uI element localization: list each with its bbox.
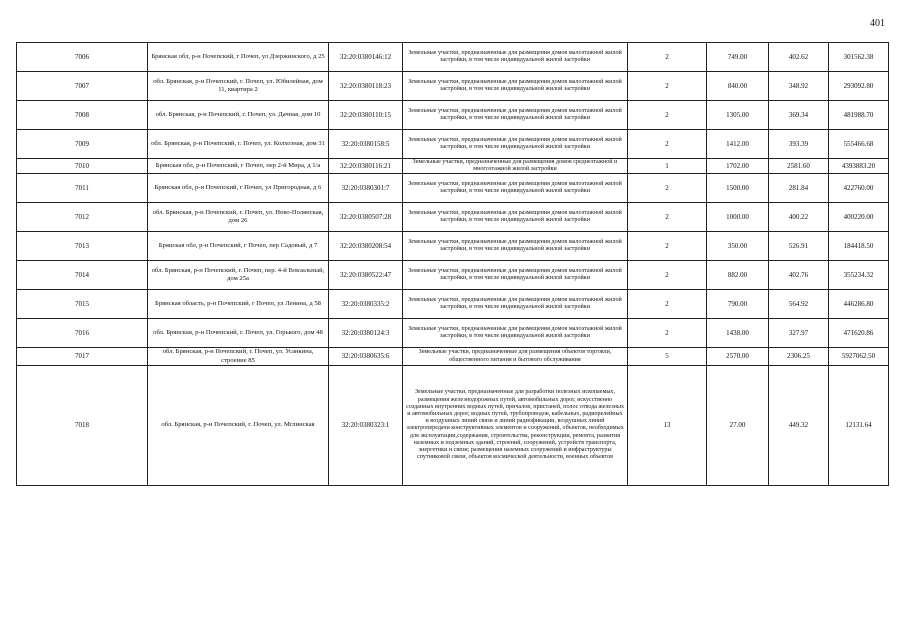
cell-cadastral-value: 301562.38 <box>829 43 889 72</box>
cell-specific-value: 348.92 <box>769 72 829 101</box>
cell-land-use-purpose: Земельные участки, предназначенные для размещения домов малоэтажной жилой застройки, в том числе индивидуальной жилой застройки <box>403 174 628 203</box>
cell-number: 7009 <box>17 130 148 159</box>
cell-land-use-purpose: Земельные участки, предназначенные для размещения домов малоэтажной жилой застройки, в том числе индивидуальной жилой застройки <box>403 101 628 130</box>
cell-specific-value: 2581.60 <box>769 159 829 174</box>
registry-table <box>16 42 889 486</box>
table-row <box>17 261 889 290</box>
table-row <box>17 348 889 365</box>
cell-group: 5 <box>628 348 707 365</box>
cell-cadastral-number: 32:20:0380635:6 <box>329 348 403 365</box>
cell-specific-value: 281.84 <box>769 174 829 203</box>
cell-group: 2 <box>628 261 707 290</box>
cell-group: 2 <box>628 232 707 261</box>
cell-land-use-purpose: Земельные участки, предназначенные для размещения домов малоэтажной жилой застройки, в том числе индивидуальной жилой застройки <box>403 43 628 72</box>
table-row <box>17 43 889 72</box>
cell-area: 2570.00 <box>707 348 769 365</box>
cell-cadastral-value: 5927062.50 <box>829 348 889 365</box>
cell-cadastral-value: 184418.50 <box>829 232 889 261</box>
cell-cadastral-value: 4393883.20 <box>829 159 889 174</box>
cell-group: 2 <box>628 203 707 232</box>
cell-land-use-purpose: Земельные участки, предназначенные для размещения домов малоэтажной жилой застройки, в том числе индивидуальной жилой застройки <box>403 319 628 348</box>
cell-address: обл. Брянская, р-н Почепский, г. Почеп, ул. Юбилейная, дом 11, квартира 2 <box>148 72 329 101</box>
cell-cadastral-number: 32:20:0380522:47 <box>329 261 403 290</box>
cell-specific-value: 393.39 <box>769 130 829 159</box>
cell-group: 13 <box>628 365 707 485</box>
cell-cadastral-number: 32:20:0380158:5 <box>329 130 403 159</box>
cell-number: 7007 <box>17 72 148 101</box>
cell-land-use-purpose: Земельные участки, предназначенные для размещения домов малоэтажной жилой застройки, в том числе индивидуальной жилой застройки <box>403 261 628 290</box>
cell-address: обл. Брянская, р-н Почепский, г. Почеп, ул. Горького, дом 48 <box>148 319 329 348</box>
cell-specific-value: 369.34 <box>769 101 829 130</box>
cell-specific-value: 402.62 <box>769 43 829 72</box>
table-row <box>17 159 889 174</box>
cell-address: обл. Брянская, р-н Почепский, г. Почеп, ул. Дачная, дом 10 <box>148 101 329 130</box>
cell-cadastral-number: 32:20:0380335:2 <box>329 290 403 319</box>
cell-cadastral-number: 32:20:0380146:12 <box>329 43 403 72</box>
cell-specific-value: 2306.25 <box>769 348 829 365</box>
cell-area: 840.00 <box>707 72 769 101</box>
cell-cadastral-number: 32:20:0380116:21 <box>329 159 403 174</box>
cell-group: 2 <box>628 101 707 130</box>
registry-body <box>17 43 889 486</box>
cell-area: 1000.00 <box>707 203 769 232</box>
page-number: 401 <box>870 18 885 29</box>
cell-specific-value: 526.91 <box>769 232 829 261</box>
cell-cadastral-number: 32:20:0380124:3 <box>329 319 403 348</box>
cell-land-use-purpose: Земельные участки, предназначенные для размещения домов малоэтажной жилой застройки, в том числе индивидуальной жилой застройки <box>403 130 628 159</box>
cell-area: 1702.00 <box>707 159 769 174</box>
cell-area: 1305.00 <box>707 101 769 130</box>
cell-group: 2 <box>628 130 707 159</box>
cell-area: 350.00 <box>707 232 769 261</box>
cell-address: обл. Брянская, р-н Почепский, г. Почеп, ул. Усанкина, строение 85 <box>148 348 329 365</box>
cell-area: 1412.00 <box>707 130 769 159</box>
cell-specific-value: 449.32 <box>769 365 829 485</box>
cell-address: Брянская обл, р-н Почепский, г Почеп, ул Дзержинского, д 25 <box>148 43 329 72</box>
cell-land-use-purpose: Земельные участки, предназначенные для размещения домов малоэтажной жилой застройки, в том числе индивидуальной жилой застройки <box>403 203 628 232</box>
cell-cadastral-value: 355234.32 <box>829 261 889 290</box>
cell-cadastral-number: 32:20:0380118:23 <box>329 72 403 101</box>
cell-group: 2 <box>628 290 707 319</box>
cell-number: 7017 <box>17 348 148 365</box>
cell-address: обл. Брянская, р-н Почепский, г. Почеп, ул. Мглинская <box>148 365 329 485</box>
cell-land-use-purpose: Земельные участки, предназначенные для размещения объектов торговли, общественного питания и бытового обслуживания <box>403 348 628 365</box>
cell-address: Брянская обл, р-н Почепский, г Почеп, пер 2-й Мира, д 1/а <box>148 159 329 174</box>
cell-area: 1500.00 <box>707 174 769 203</box>
cell-specific-value: 402.76 <box>769 261 829 290</box>
cell-land-use-purpose: Земельные участки, предназначенные для разработки полезных ископаемых, размещения железнодорожных путей, автомобильных дорог, искусственно созданных внутренних водных путей, причалов, пристаней, полос отвода железных и автомобильных дорог, водных путей, трубопроводов, кабельных, радиорелейных и воздушных линий связи и линий радиофикации, воздушных линий электропередачи конструктивных элементов и сооружений, объектов, необходимых для эксплуатации,содержания, строительства, реконструкции, ремонта, развития наземных и подземных зданий, строений, сооружений, устройств транспорта, энергетики и связи; размещения наземных сооружений и инфраструктуры спутниковой связи, объектов космической деятельности, военных объектов <box>403 365 628 485</box>
cell-group: 2 <box>628 43 707 72</box>
cell-group: 2 <box>628 319 707 348</box>
table-row <box>17 319 889 348</box>
cell-cadastral-value: 471620.86 <box>829 319 889 348</box>
cell-area: 882.00 <box>707 261 769 290</box>
cell-area: 27.00 <box>707 365 769 485</box>
cell-number: 7006 <box>17 43 148 72</box>
table-row <box>17 232 889 261</box>
cell-group: 2 <box>628 72 707 101</box>
cell-cadastral-value: 12131.64 <box>829 365 889 485</box>
cell-cadastral-number: 32:20:0380507:28 <box>329 203 403 232</box>
cell-cadastral-number: 32:20:0380301:7 <box>329 174 403 203</box>
cell-specific-value: 564.92 <box>769 290 829 319</box>
cell-group: 1 <box>628 159 707 174</box>
cell-cadastral-value: 446286.80 <box>829 290 889 319</box>
cell-cadastral-value: 422760.00 <box>829 174 889 203</box>
cell-cadastral-number: 32:20:0380208:54 <box>329 232 403 261</box>
cell-cadastral-value: 481988.70 <box>829 101 889 130</box>
cell-address: обл. Брянская, р-н Почепский, г. Почеп, ул. Ново-Полянская, дом 26 <box>148 203 329 232</box>
table-row <box>17 130 889 159</box>
cell-number: 7018 <box>17 365 148 485</box>
cell-group: 2 <box>628 174 707 203</box>
cell-address: обл. Брянская, р-н Почепский, г. Почеп, ул. Колхозная, дом 31 <box>148 130 329 159</box>
cell-number: 7008 <box>17 101 148 130</box>
cell-area: 790.00 <box>707 290 769 319</box>
table-row <box>17 290 889 319</box>
cell-cadastral-value: 400220.00 <box>829 203 889 232</box>
table-row <box>17 365 889 485</box>
cell-address: обл. Брянская, р-н Почепский, г. Почеп, пер. 4-й Вокзальный, дом 25а <box>148 261 329 290</box>
table-row <box>17 174 889 203</box>
cell-address: Брянская обл, р-н Почепский, г Почеп, ул Пригородная, д 6 <box>148 174 329 203</box>
cell-cadastral-number: 32:20:0380323:1 <box>329 365 403 485</box>
cell-number: 7010 <box>17 159 148 174</box>
cell-specific-value: 400.22 <box>769 203 829 232</box>
cell-address: Брянская область, р-н Почепский, г Почеп, ул Ленина, д 58 <box>148 290 329 319</box>
cell-number: 7014 <box>17 261 148 290</box>
cell-land-use-purpose: Земельные участки, предназначенные для размещения домов малоэтажной жилой застройки, в том числе индивидуальной жилой застройки <box>403 72 628 101</box>
cell-number: 7011 <box>17 174 148 203</box>
cell-number: 7012 <box>17 203 148 232</box>
cell-number: 7013 <box>17 232 148 261</box>
cell-cadastral-value: 555466.68 <box>829 130 889 159</box>
cell-number: 7015 <box>17 290 148 319</box>
cell-area: 749.00 <box>707 43 769 72</box>
table-row <box>17 101 889 130</box>
cell-number: 7016 <box>17 319 148 348</box>
cell-specific-value: 327.97 <box>769 319 829 348</box>
table-row <box>17 72 889 101</box>
cell-cadastral-value: 293092.80 <box>829 72 889 101</box>
cell-cadastral-number: 32:20:0380110:15 <box>329 101 403 130</box>
cell-land-use-purpose: Земельные участки, предназначенные для размещения домов малоэтажной жилой застройки, в том числе индивидуальной жилой застройки <box>403 290 628 319</box>
cell-land-use-purpose: Земельные участки, предназначенные для размещения домов малоэтажной жилой застройки, в том числе индивидуальной жилой застройки <box>403 232 628 261</box>
cell-area: 1438.00 <box>707 319 769 348</box>
table-row <box>17 203 889 232</box>
cell-land-use-purpose: Земельные участки, предназначенные для размещения домов среднеэтажной и многоэтажной жилой застройки <box>403 159 628 174</box>
cell-address: Брянская обл, р-н Почепский, г Почеп, пер Садовый, д 7 <box>148 232 329 261</box>
